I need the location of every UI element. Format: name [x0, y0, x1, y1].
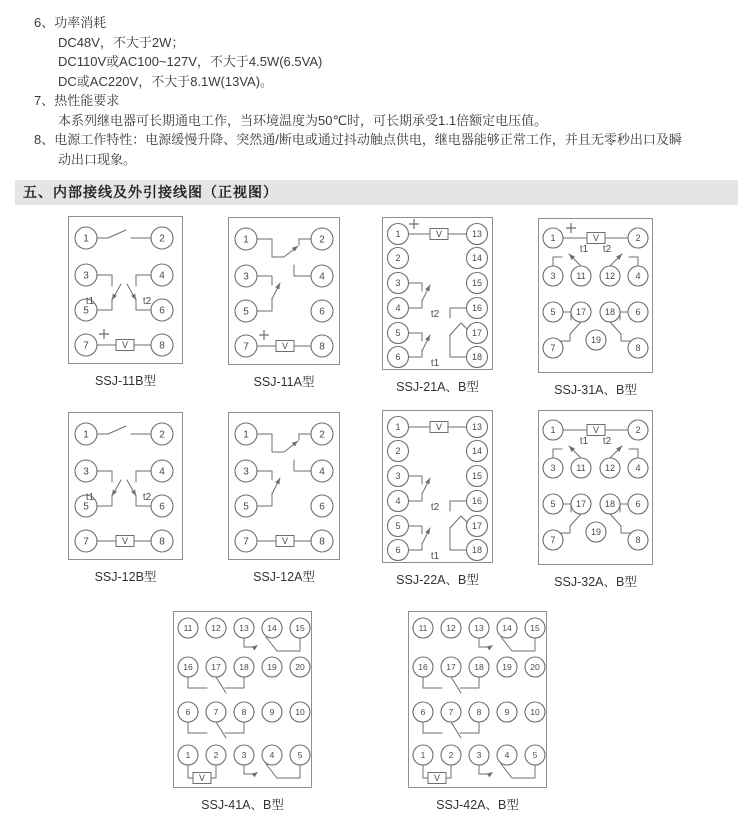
svg-text:t1: t1: [430, 551, 440, 562]
svg-text:18: 18: [239, 662, 249, 673]
diagram-label-ssj-41ab: SSJ-41A、B型: [201, 798, 284, 812]
svg-text:1: 1: [185, 750, 191, 761]
svg-text:t1: t1: [579, 436, 589, 447]
svg-text:6: 6: [395, 352, 401, 363]
svg-text:6: 6: [159, 501, 165, 513]
svg-text:14: 14: [471, 253, 483, 264]
svg-text:4: 4: [319, 271, 325, 283]
svg-text:V: V: [592, 233, 600, 244]
svg-text:14: 14: [471, 446, 483, 457]
svg-text:2: 2: [635, 233, 641, 244]
svg-text:5: 5: [83, 305, 89, 317]
svg-text:7: 7: [448, 707, 454, 718]
svg-text:8: 8: [159, 536, 165, 548]
svg-text:10: 10: [530, 707, 540, 718]
svg-text:1: 1: [395, 422, 401, 433]
svg-text:17: 17: [575, 307, 587, 318]
svg-text:3: 3: [395, 471, 401, 482]
svg-text:3: 3: [83, 466, 89, 478]
svg-text:3: 3: [476, 750, 482, 761]
svg-text:17: 17: [446, 662, 456, 673]
diagram-ssj-31ab: [538, 218, 653, 398]
svg-text:11: 11: [183, 623, 193, 634]
diagram-ssj-11a: [228, 217, 340, 390]
svg-text:12: 12: [211, 623, 221, 634]
svg-text:18: 18: [474, 662, 484, 673]
svg-text:8: 8: [319, 536, 325, 548]
svg-text:8: 8: [635, 535, 641, 546]
svg-text:2: 2: [395, 446, 401, 457]
note-heading: 8、电源工作特性：电源缓慢升降、突然通/断电或通过抖动触点供电，继电器能够正常工作，并且无零秒出口及瞬: [34, 132, 682, 147]
note-detail: 动出口现象。: [58, 151, 137, 167]
svg-text:t1: t1: [430, 358, 440, 369]
svg-text:11: 11: [576, 463, 586, 474]
svg-text:3: 3: [550, 463, 556, 474]
svg-text:t2: t2: [430, 309, 440, 320]
svg-text:6: 6: [319, 501, 325, 513]
svg-text:1: 1: [550, 233, 556, 244]
svg-text:3: 3: [83, 270, 89, 282]
svg-text:7: 7: [213, 707, 219, 718]
svg-text:t1: t1: [85, 492, 95, 503]
diagram-label-ssj-11a: SSJ-11A型: [253, 375, 315, 389]
svg-text:4: 4: [635, 463, 641, 474]
diagram-canvas-ssj-41ab: [173, 611, 312, 788]
svg-text:9: 9: [269, 707, 275, 718]
svg-text:16: 16: [471, 496, 483, 507]
svg-text:4: 4: [635, 271, 641, 282]
svg-text:2: 2: [395, 253, 401, 264]
svg-text:5: 5: [243, 306, 249, 318]
diagram-ssj-32ab: [538, 410, 653, 590]
svg-text:5: 5: [297, 750, 303, 761]
svg-text:18: 18: [471, 545, 483, 556]
svg-text:17: 17: [471, 521, 483, 532]
svg-text:11: 11: [418, 623, 428, 634]
svg-text:V: V: [435, 229, 443, 240]
diagram-label-ssj-21ab: SSJ-21A、B型: [396, 380, 479, 394]
note-heading: 6、功率消耗: [34, 15, 107, 30]
svg-text:17: 17: [575, 499, 587, 510]
svg-text:8: 8: [319, 341, 325, 353]
svg-text:V: V: [198, 773, 206, 784]
svg-text:12: 12: [446, 623, 456, 634]
svg-text:4: 4: [319, 466, 325, 478]
svg-text:6: 6: [420, 707, 426, 718]
svg-text:15: 15: [530, 623, 540, 634]
diagram-canvas-ssj-11b: [68, 216, 183, 364]
svg-text:5: 5: [550, 499, 556, 510]
svg-text:11: 11: [576, 271, 586, 282]
svg-text:12: 12: [604, 463, 616, 474]
svg-text:18: 18: [604, 499, 616, 510]
svg-text:7: 7: [550, 343, 556, 354]
svg-text:V: V: [121, 340, 129, 351]
svg-text:5: 5: [550, 307, 556, 318]
svg-text:13: 13: [471, 422, 483, 433]
diagram-label-ssj-32ab: SSJ-32A、B型: [554, 575, 637, 589]
svg-text:8: 8: [159, 340, 165, 352]
note-heading: 7、热性能要求: [34, 93, 120, 108]
svg-text:7: 7: [550, 535, 556, 546]
svg-text:6: 6: [185, 707, 191, 718]
note-detail: DC或AC220V，不大于8.1W(13VA)。: [58, 73, 274, 89]
svg-text:4: 4: [269, 750, 275, 761]
note-detail: 本系列继电器可长期通电工作，当环境温度为50℃时，可长期承受1.1倍额定电压值。: [58, 112, 548, 128]
svg-text:17: 17: [211, 662, 221, 673]
svg-text:1: 1: [395, 229, 401, 240]
svg-text:5: 5: [395, 328, 401, 339]
svg-text:V: V: [281, 536, 289, 547]
diagram-canvas-ssj-31ab: [538, 218, 653, 373]
svg-text:18: 18: [471, 352, 483, 363]
diagram-canvas-ssj-32ab: [538, 410, 653, 565]
svg-text:2: 2: [213, 750, 219, 761]
diagram-label-ssj-22ab: SSJ-22A、B型: [396, 573, 479, 587]
svg-text:15: 15: [471, 471, 483, 482]
section-title: 五、内部接线及外引接线图（正视图）: [23, 184, 278, 200]
diagram-ssj-22ab: [382, 410, 493, 588]
svg-text:3: 3: [395, 278, 401, 289]
svg-text:3: 3: [243, 271, 249, 283]
svg-text:5: 5: [532, 750, 538, 761]
svg-text:1: 1: [83, 233, 89, 245]
note-detail: DC48V，不大于2W；: [58, 34, 185, 50]
svg-text:15: 15: [471, 278, 483, 289]
svg-text:6: 6: [635, 307, 641, 318]
svg-text:5: 5: [243, 501, 249, 513]
svg-text:2: 2: [635, 425, 641, 436]
svg-text:16: 16: [418, 662, 428, 673]
svg-text:V: V: [592, 425, 600, 436]
svg-text:2: 2: [448, 750, 454, 761]
svg-text:12: 12: [604, 271, 616, 282]
svg-text:t2: t2: [142, 296, 152, 307]
diagram-label-ssj-11b: SSJ-11B型: [95, 374, 156, 388]
diagram-canvas-ssj-42ab: [408, 611, 547, 788]
svg-text:14: 14: [502, 623, 512, 634]
svg-text:10: 10: [295, 707, 305, 718]
diagram-canvas-ssj-22ab: [382, 410, 493, 563]
svg-text:6: 6: [319, 306, 325, 318]
svg-text:4: 4: [159, 466, 165, 478]
svg-text:V: V: [435, 422, 443, 433]
svg-text:7: 7: [83, 340, 89, 352]
svg-text:19: 19: [590, 335, 602, 346]
svg-text:6: 6: [395, 545, 401, 556]
svg-text:t2: t2: [142, 492, 152, 503]
diagram-ssj-12b: [68, 412, 183, 585]
svg-text:9: 9: [504, 707, 510, 718]
svg-text:17: 17: [471, 328, 483, 339]
svg-text:t1: t1: [85, 296, 95, 307]
svg-text:t1: t1: [579, 244, 589, 255]
svg-text:19: 19: [267, 662, 277, 673]
svg-text:5: 5: [83, 501, 89, 513]
svg-text:7: 7: [243, 341, 249, 353]
svg-text:4: 4: [395, 496, 401, 507]
diagram-ssj-21ab: [382, 217, 493, 395]
svg-text:4: 4: [395, 303, 401, 314]
diagram-ssj-11b: [68, 216, 183, 389]
svg-text:20: 20: [530, 662, 540, 673]
svg-text:20: 20: [295, 662, 305, 673]
svg-text:1: 1: [420, 750, 426, 761]
svg-text:t2: t2: [430, 502, 440, 513]
diagram-ssj-41ab: [173, 611, 312, 813]
svg-text:3: 3: [243, 466, 249, 478]
svg-text:19: 19: [502, 662, 512, 673]
svg-text:V: V: [281, 341, 289, 352]
diagram-canvas-ssj-11a: [228, 217, 340, 365]
svg-text:8: 8: [635, 343, 641, 354]
svg-text:18: 18: [604, 307, 616, 318]
svg-text:1: 1: [83, 429, 89, 441]
svg-text:14: 14: [267, 623, 277, 634]
svg-text:2: 2: [159, 429, 165, 441]
svg-text:8: 8: [476, 707, 482, 718]
diagram-canvas-ssj-21ab: [382, 217, 493, 370]
svg-text:t2: t2: [602, 436, 612, 447]
svg-text:t2: t2: [602, 244, 612, 255]
svg-text:19: 19: [590, 527, 602, 538]
diagram-ssj-42ab: [408, 611, 547, 813]
svg-text:4: 4: [504, 750, 510, 761]
svg-text:2: 2: [159, 233, 165, 245]
svg-text:13: 13: [471, 229, 483, 240]
svg-text:13: 13: [239, 623, 249, 634]
svg-text:4: 4: [159, 270, 165, 282]
svg-text:7: 7: [243, 536, 249, 548]
svg-text:16: 16: [471, 303, 483, 314]
svg-text:6: 6: [159, 305, 165, 317]
svg-text:6: 6: [635, 499, 641, 510]
diagram-ssj-12a: [228, 412, 340, 585]
diagram-label-ssj-12a: SSJ-12A型: [253, 570, 315, 584]
svg-text:2: 2: [319, 234, 325, 246]
svg-text:2: 2: [319, 429, 325, 441]
svg-text:15: 15: [295, 623, 305, 634]
svg-text:13: 13: [474, 623, 484, 634]
svg-text:V: V: [433, 773, 441, 784]
note-detail: DC110V或AC100~127V，不大于4.5W(6.5VA): [58, 54, 323, 69]
diagram-canvas-ssj-12b: [68, 412, 183, 560]
svg-text:16: 16: [183, 662, 193, 673]
svg-text:8: 8: [241, 707, 247, 718]
svg-text:1: 1: [243, 234, 249, 246]
svg-text:3: 3: [550, 271, 556, 282]
svg-text:1: 1: [550, 425, 556, 436]
diagram-label-ssj-12b: SSJ-12B型: [94, 570, 157, 584]
diagram-canvas-ssj-12a: [228, 412, 340, 560]
svg-text:1: 1: [243, 429, 249, 441]
svg-text:7: 7: [83, 536, 89, 548]
svg-text:V: V: [121, 536, 129, 547]
diagram-label-ssj-42ab: SSJ-42A、B型: [436, 798, 519, 812]
svg-text:3: 3: [241, 750, 247, 761]
diagram-label-ssj-31ab: SSJ-31A、B型: [554, 383, 637, 397]
svg-text:5: 5: [395, 521, 401, 532]
